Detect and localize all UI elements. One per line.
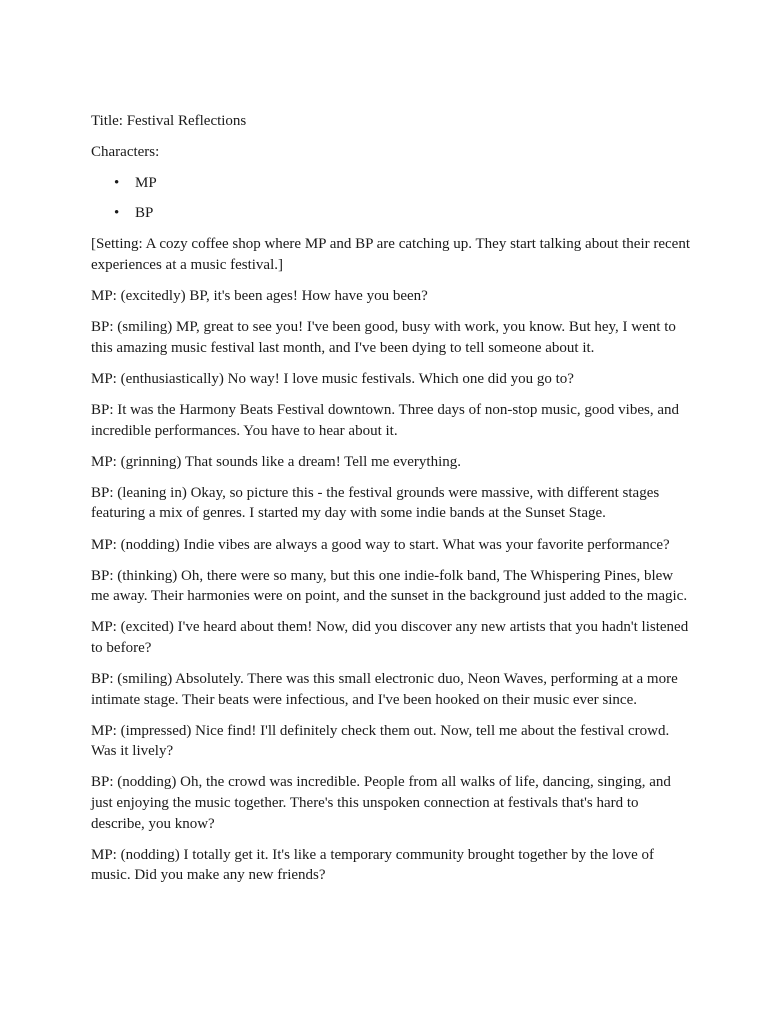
dialogue-line: BP: (nodding) Oh, the crowd was incredible. People from all walks of life, dancing, singing, and just enjoying the music together. There's this unspoken connection at festivals that's hard to describe, you know? bbox=[91, 774, 671, 832]
script-title: Title: Festival Reflections bbox=[91, 113, 247, 129]
dialogue-line: MP: (nodding) Indie vibes are always a good way to start. What was your favorite performance? bbox=[91, 536, 670, 553]
characters-heading: Characters: bbox=[91, 144, 160, 161]
dialogue-line: MP: (grinning) That sounds like a dream! Tell me everything. bbox=[91, 453, 461, 470]
bullet-icon: • bbox=[114, 175, 120, 192]
character-name: MP bbox=[135, 175, 157, 192]
character-name: BP bbox=[135, 205, 154, 222]
character-item bbox=[114, 173, 691, 194]
dialogue-line: MP: (excited) I've heard about them! Now, did you discover any new artists that you hadn't listened to before? bbox=[91, 619, 689, 656]
dialogue-line: BP: (thinking) Oh, there were so many, but this one indie-folk band, The Whispering Pines, blew me away. Their harmonies were on point, and the sunset in the background just added to the magic. bbox=[91, 567, 688, 605]
dialogue-line: MP: (enthusiastically) No way! I love music festivals. Which one did you go to? bbox=[91, 370, 574, 387]
dialogue-line: BP: (leaning in) Okay, so picture this - the festival grounds were massive, with different stages featuring a mix of genres. I started my day with some indie bands at the Sunset Stage. bbox=[91, 484, 660, 522]
dialogue-line: BP: (smiling) Absolutely. There was this small electronic duo, Neon Waves, performing at a more intimate stage. Their beats were infectious, and I've been hooked on their music ever since. bbox=[91, 670, 678, 708]
script-body bbox=[91, 111, 691, 896]
characters-list bbox=[91, 173, 691, 224]
bullet-icon: • bbox=[114, 205, 120, 222]
dialogue-line: BP: It was the Harmony Beats Festival downtown. Three days of non-stop music, good vibes, and incredible performances. You have to hear about it. bbox=[91, 402, 679, 439]
dialogue-line: BP: (smiling) MP, great to see you! I've been good, busy with work, you know. But hey, I went to this amazing music festival last month, and I've been dying to tell someone about it. bbox=[91, 319, 676, 356]
character-item bbox=[114, 203, 691, 224]
dialogue-line: MP: (impressed) Nice find! I'll definitely check them out. Now, tell me about the festival crowd. Was it lively? bbox=[91, 722, 670, 760]
dialogue-line: MP: (nodding) I totally get it. It's like a temporary community brought together by the love of music. Did you make any new friends? bbox=[91, 846, 655, 884]
dialogue-line: MP: (excitedly) BP, it's been ages! How have you been? bbox=[91, 288, 428, 305]
setting-paragraph: [Setting: A cozy coffee shop where MP and BP are catching up. They start talking about their recent experiences at a music festival.] bbox=[91, 236, 691, 274]
